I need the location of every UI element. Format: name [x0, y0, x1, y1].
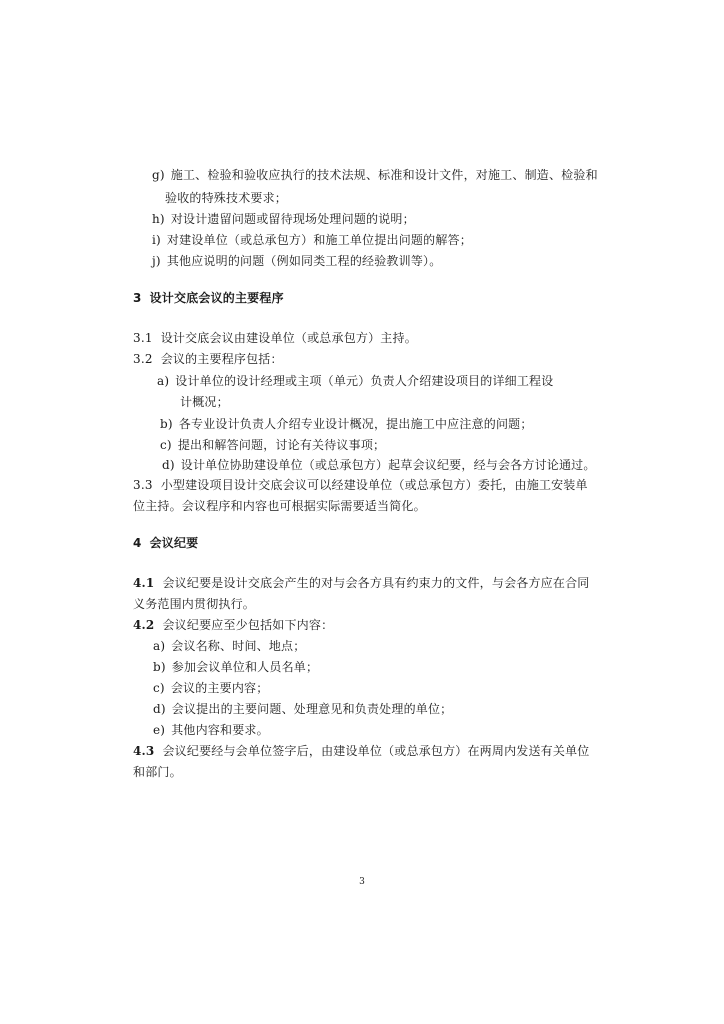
page-number: 3 — [359, 877, 365, 887]
section-title: 会议纪要 — [149, 536, 199, 550]
list-marker: b) — [160, 417, 173, 431]
list-item-3b — [160, 416, 533, 432]
list-item-text: 提出和解答问题，讨论有关待议事项； — [177, 438, 386, 452]
clause-text: 会议纪要经与会单位签字后，由建设单位（或总承包方）在两周内发送有关单位 — [162, 744, 590, 758]
list-marker: a) — [153, 639, 166, 653]
list-marker: c) — [160, 438, 172, 452]
list-marker: a) — [157, 374, 170, 388]
list-item-text: 对建设单位（或总承包方）和施工单位提出问题的解答； — [166, 233, 472, 247]
list-item-g — [152, 167, 598, 183]
list-item-4e — [153, 722, 269, 738]
list-marker: e) — [153, 723, 166, 737]
list-item-text: 设计单位的设计经理或主项（单元）负责人介绍建设项目的详细工程设 — [175, 374, 554, 388]
clause-number: 3.2 — [133, 352, 153, 366]
list-item-h — [152, 211, 415, 227]
list-item-4a — [153, 638, 305, 654]
clause-text: 设计交底会议由建设单位（或总承包方）主持。 — [160, 331, 417, 345]
list-item-g-continuation: 验收的特殊技术要求； — [165, 191, 288, 205]
list-item-text: 其他应说明的问题（例如同类工程的经验教训等）。 — [166, 254, 442, 268]
section-title: 设计交底会议的主要程序 — [149, 291, 284, 305]
list-item-text: 对设计遗留问题或留待现场处理问题的说明； — [170, 212, 415, 226]
list-marker: j) — [152, 254, 161, 268]
list-item-4c — [153, 680, 268, 696]
clause-4-1 — [133, 575, 590, 591]
clause-number: 4.3 — [133, 744, 155, 758]
clause-text: 会议纪要应至少包括如下内容： — [162, 618, 334, 632]
clause-3-3-continuation: 位主持。会议程序和内容也可根据实际需要适当简化。 — [133, 499, 426, 513]
section-number: 4 — [133, 536, 142, 550]
clause-number: 4.1 — [133, 576, 155, 590]
list-marker: h) — [152, 212, 165, 226]
list-item-text: 会议的主要内容； — [170, 681, 269, 695]
section-3-heading — [133, 290, 284, 306]
list-item-text: 会议名称、时间、地点； — [171, 639, 306, 653]
list-item-j — [152, 253, 441, 269]
list-marker: c) — [153, 681, 165, 695]
list-marker: d) — [162, 458, 175, 472]
list-item-4b — [153, 659, 318, 675]
clause-text: 会议的主要程序包括： — [160, 352, 283, 366]
list-item-4d — [153, 701, 452, 717]
list-item-3d — [162, 457, 596, 473]
list-item-text: 施工、检验和验收应执行的技术法规、标准和设计文件，对施工、制造、检验和 — [170, 168, 598, 182]
clause-text: 会议纪要是设计交底会产生的对与会各方具有约束力的文件，与会各方应在合同 — [162, 576, 590, 590]
clause-3-1 — [133, 330, 417, 346]
list-marker: i) — [152, 233, 161, 247]
list-marker: g) — [152, 168, 165, 182]
list-item-text: 其他内容和要求。 — [171, 723, 269, 737]
section-number: 3 — [133, 291, 142, 305]
list-item-text: 各专业设计负责人介绍专业设计概况，提出施工中应注意的问题； — [178, 417, 533, 431]
clause-4-3-continuation: 和部门。 — [133, 765, 182, 779]
clause-text: 小型建设项目设计交底会议可以经建设单位（或总承包方）委托，由施工安装单 — [160, 478, 588, 492]
list-marker: d) — [153, 702, 166, 716]
list-item-text: 参加会议单位和人员名单； — [171, 660, 319, 674]
clause-4-2 — [133, 617, 333, 633]
list-item-3a-continuation: 计概况； — [180, 395, 229, 409]
list-item-i — [152, 232, 472, 248]
list-marker: b) — [153, 660, 166, 674]
list-item-text: 会议提出的主要问题、处理意见和负责处理的单位； — [171, 702, 453, 716]
clause-number: 4.2 — [133, 618, 155, 632]
section-4-heading — [133, 535, 198, 551]
clause-number: 3.1 — [133, 331, 153, 345]
clause-4-3 — [133, 743, 590, 759]
clause-3-3 — [133, 477, 588, 493]
clause-number: 3.3 — [133, 478, 153, 492]
clause-3-2 — [133, 351, 283, 367]
clause-4-1-continuation: 义务范围内贯彻执行。 — [133, 597, 256, 611]
list-item-3c — [160, 437, 385, 453]
list-item-text: 设计单位协助建设单位（或总承包方）起草会议纪要，经与会各方讨论通过。 — [180, 458, 596, 472]
list-item-3a — [157, 373, 553, 389]
